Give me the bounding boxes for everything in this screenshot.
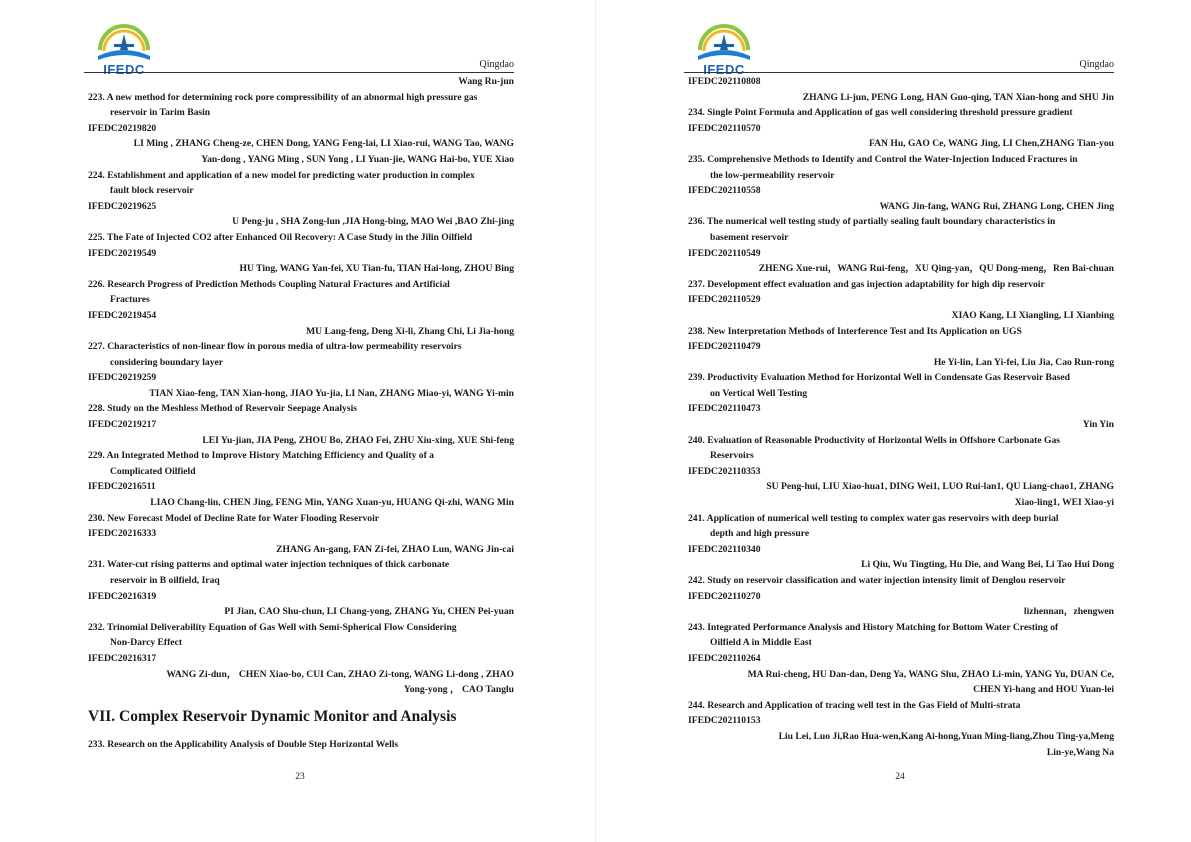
author-line: ZHANG Li-jun, PENG Long, HAN Guo-qing, TAN Xian-hong and SHU Jin bbox=[802, 91, 1114, 103]
paper-id: IFEDC20219259 bbox=[88, 372, 157, 384]
right-page bbox=[596, 0, 1191, 842]
logo-graphic-icon bbox=[694, 20, 754, 66]
paper-title-line: reservoir in B oilfield, Iraq bbox=[110, 575, 220, 586]
paper-title-line: 226. Research Progress of Prediction Methods Coupling Natural Fractures and Artificial bbox=[88, 278, 450, 290]
author-line: XIAO Kang, LI Xiangling, LI Xianbing bbox=[951, 309, 1114, 321]
paper-title-line: 241. Application of numerical well testing to complex water gas reservoirs with deep burial bbox=[688, 512, 1059, 524]
paper-id: IFEDC20219549 bbox=[88, 247, 157, 259]
paper-title-line: Complicated Oilfield bbox=[110, 465, 196, 477]
header-city: Qingdao bbox=[479, 59, 514, 70]
paper-title-line: 235. Comprehensive Methods to Identify and Control the Water-Injection Induced Fractures in bbox=[688, 153, 1078, 165]
paper-title-line: reservoir in Tarim Basin bbox=[110, 107, 211, 119]
paper-title-line: on Vertical Well Testing bbox=[710, 387, 808, 399]
author-line: LEI Yu-jian, JIA Peng, ZHOU Bo, ZHAO Fei, ZHU Xiu-xing, XUE Shi-feng bbox=[202, 434, 514, 446]
paper-title-line: 231. Water-cut rising patterns and optimal water injection techniques of thick carbonate bbox=[88, 559, 450, 571]
author-line: ZHANG An-gang, FAN Zi-fei, ZHAO Lun, WANG Jin-cai bbox=[276, 543, 514, 555]
author-line: Yong-yong ， CAO Tanglu bbox=[403, 684, 514, 696]
logo-text: IFEDC bbox=[703, 62, 745, 77]
paper-id: IFEDC20216511 bbox=[88, 481, 156, 493]
paper-title-line: 240. Evaluation of Reasonable Productivity of Horizontal Wells in Offshore Carbonate Gas bbox=[688, 434, 1061, 446]
ifedc-logo bbox=[94, 20, 154, 78]
page-number: 23 bbox=[295, 772, 305, 782]
header-city: Qingdao bbox=[1079, 59, 1114, 70]
paper-title-line: 236. The numerical well testing study of partially sealing fault boundary characteristics in bbox=[688, 216, 1056, 228]
author-line: Wang Ru-jun bbox=[458, 76, 514, 87]
paper-id: IFEDC202110270 bbox=[688, 590, 761, 602]
paper-title-line: 243. Integrated Performance Analysis and History Matching for Bottom Water Cresting of bbox=[688, 621, 1059, 633]
author-line: Lin-ye,Wang Na bbox=[1046, 746, 1114, 758]
author-line: MU Lang-feng, Deng Xi-li, Zhang Chi, Li Jia-hong bbox=[306, 325, 514, 337]
paper-title-line: basement reservoir bbox=[710, 231, 789, 243]
paper-title-line: 230. New Forecast Model of Decline Rate for Water Flooding Reservoir bbox=[88, 512, 380, 524]
paper-id: IFEDC20219217 bbox=[88, 419, 157, 431]
author-line: HU Ting, WANG Yan-fei, XU Tian-fu, TIAN Hai-long, ZHOU Bing bbox=[239, 263, 514, 275]
paper-id: IFEDC20216333 bbox=[88, 528, 157, 540]
paper-title-line: 225. The Fate of Injected CO2 after Enhanced Oil Recovery: A Case Study in the Jilin Oilfield bbox=[88, 231, 473, 243]
paper-id: IFEDC202110808 bbox=[688, 76, 761, 87]
paper-id: IFEDC20219625 bbox=[88, 200, 157, 212]
paper-title-line: 233. Research on the Applicability Analysis of Double Step Horizontal Wells bbox=[88, 738, 399, 750]
paper-id: IFEDC202110529 bbox=[688, 294, 761, 306]
paper-title-line: 239. Productivity Evaluation Method for Horizontal Well in Condensate Gas Reservoir Based bbox=[688, 372, 1070, 384]
paper-title-line: depth and high pressure bbox=[710, 528, 810, 540]
paper-id: IFEDC202110570 bbox=[688, 122, 761, 134]
left-page-content bbox=[88, 74, 514, 752]
paper-title-line: Non-Darcy Effect bbox=[110, 637, 183, 649]
paper-id: IFEDC202110479 bbox=[688, 341, 761, 353]
paper-title-line: 223. A new method for determining rock pore compressibility of an abnormal high pressure gas bbox=[88, 91, 478, 103]
paper-id: IFEDC20219454 bbox=[88, 309, 157, 321]
author-line: Xiao-ling1, WEI Xiao-yi bbox=[1014, 497, 1114, 509]
right-page-content bbox=[688, 74, 1114, 760]
paper-title-line: 228. Study on the Meshless Method of Reservoir Seepage Analysis bbox=[88, 403, 357, 415]
author-line: PI Jian, CAO Shu-chun, LI Chang-yong, ZHANG Yu, CHEN Pei-yuan bbox=[224, 606, 514, 618]
paper-title-line: 237. Development effect evaluation and gas injection adaptability for high dip reservoir bbox=[688, 278, 1045, 290]
author-line: Liu Lei, Luo Ji,Rao Hua-wen,Kang Ai-hong,Yuan Ming-liang,Zhou Ting-ya,Meng bbox=[778, 730, 1114, 742]
author-line: ZHENG Xue-rui，WANG Rui-feng，XU Qing-yan，QU Dong-meng，Ren Bai-chuan bbox=[758, 263, 1114, 275]
author-line: CHEN Yi-hang and HOU Yuan-lei bbox=[973, 684, 1114, 696]
paper-title-line: the low-permeability reservoir bbox=[710, 169, 835, 181]
ifedc-logo bbox=[694, 20, 754, 78]
paper-id: IFEDC202110264 bbox=[688, 652, 761, 664]
paper-title-line: 232. Trinomial Deliverability Equation of Gas Well with Semi-Spherical Flow Considering bbox=[88, 621, 457, 633]
paper-title-line: 224. Establishment and application of a new model for predicting water production in complex bbox=[88, 169, 475, 181]
paper-id: IFEDC20216317 bbox=[88, 652, 157, 664]
header-rule bbox=[84, 72, 514, 73]
paper-title-line: 244. Research and Application of tracing well test in the Gas Field of Multi-strata bbox=[688, 699, 1021, 711]
author-line: U Peng-ju , SHA Zong-lun ,JIA Hong-bing, MAO Wei ,BAO Zhi-jing bbox=[232, 216, 514, 228]
author-line: LIAO Chang-lin, CHEN Jing, FENG Min, YANG Xuan-yu, HUANG Qi-zhi, WANG Min bbox=[150, 497, 514, 509]
paper-title-line: Fractures bbox=[110, 294, 150, 306]
author-line: lizhennan，zhengwen bbox=[1023, 606, 1114, 618]
paper-title-line: 229. An Integrated Method to Improve History Matching Efficiency and Quality of a bbox=[88, 450, 434, 462]
paper-title-line: Oilfield A in Middle East bbox=[710, 637, 812, 649]
paper-id: IFEDC202110153 bbox=[688, 715, 761, 727]
paper-id: IFEDC202110353 bbox=[688, 465, 761, 477]
paper-id: IFEDC202110340 bbox=[688, 543, 761, 555]
paper-title-line: 234. Single Point Formula and Application of gas well considering threshold pressure gradient bbox=[688, 107, 1073, 119]
author-line: SU Peng-hui, LIU Xiao-hua1, DING Wei1, LUO Rui-lan1, QU Liang-chao1, ZHANG bbox=[766, 481, 1114, 493]
author-line: WANG Jin-fang, WANG Rui, ZHANG Long, CHEN Jing bbox=[879, 200, 1114, 212]
paper-title-line: Reservoirs bbox=[710, 450, 754, 462]
paper-id: IFEDC202110473 bbox=[688, 403, 761, 415]
paper-id: IFEDC202110549 bbox=[688, 247, 761, 259]
paper-title-line: considering boundary layer bbox=[110, 356, 224, 368]
section-heading: VII. Complex Reservoir Dynamic Monitor and Analysis bbox=[88, 707, 457, 725]
paper-id: IFEDC20216319 bbox=[88, 590, 157, 602]
page-number: 24 bbox=[895, 772, 905, 782]
paper-title-line: fault block reservoir bbox=[110, 185, 194, 197]
paper-title-line: 242. Study on reservoir classification and water injection intensity limit of Denglou reservoir bbox=[688, 575, 1066, 586]
author-line: WANG Zi-dun， CHEN Xiao-bo, CUI Can, ZHAO Zi-tong, WANG Li-dong , ZHAO bbox=[166, 668, 514, 680]
author-line: Yin Yin bbox=[1082, 419, 1114, 431]
author-line: Li Qiu, Wu Tingting, Hu Die, and Wang Bei, Li Tao Hui Dong bbox=[861, 559, 1114, 571]
author-line: TIAN Xiao-feng, TAN Xian-hong, JIAO Yu-jia, LI Nan, ZHANG Miao-yi, WANG Yi-min bbox=[149, 387, 514, 399]
paper-id: IFEDC202110558 bbox=[688, 185, 761, 197]
paper-id: IFEDC20219820 bbox=[88, 122, 157, 134]
logo-text: IFEDC bbox=[103, 62, 145, 77]
logo-graphic-icon bbox=[94, 20, 154, 66]
author-line: Yan-dong , YANG Ming , SUN Yong , LI Yuan-jie, WANG Hai-bo, YUE Xiao bbox=[201, 153, 514, 165]
left-page bbox=[0, 0, 595, 842]
paper-title-line: 227. Characteristics of non-linear flow in porous media of ultra-low permeability reservoirs bbox=[88, 341, 462, 353]
author-line: He Yi-lin, Lan Yi-fei, Liu Jia, Cao Run-rong bbox=[933, 356, 1114, 368]
author-line: MA Rui-cheng, HU Dan-dan, Deng Ya, WANG Shu, ZHAO Li-min, YANG Yu, DUAN Ce, bbox=[747, 668, 1114, 680]
paper-title-line: 238. New Interpretation Methods of Interference Test and Its Application on UGS bbox=[688, 325, 1022, 337]
author-line: LI Ming , ZHANG Cheng-ze, CHEN Dong, YANG Feng-lai, LI Xiao-rui, WANG Tao, WANG bbox=[133, 138, 514, 150]
header-rule bbox=[684, 72, 1114, 73]
author-line: FAN Hu, GAO Ce, WANG Jing, LI Chen,ZHANG Tian-you bbox=[868, 138, 1114, 150]
